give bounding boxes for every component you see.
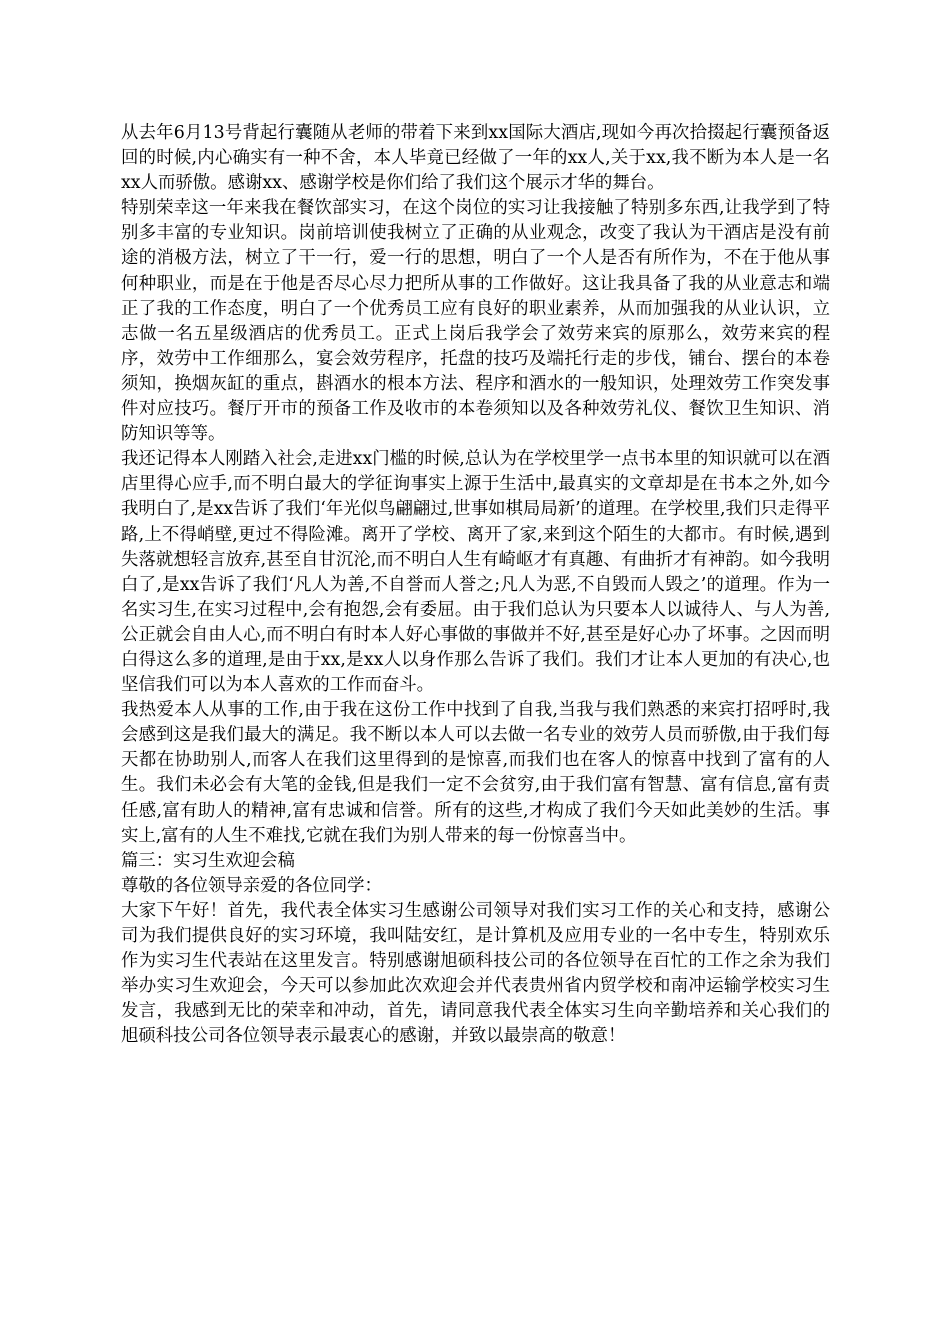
paragraph-entering-society: 我还记得本人刚踏入社会,走进xx门槛的时候,总认为在学校里学一点书本里的知识就可以在酒店里得心应手,而不明白最大的学征询事实上源于生活中,最真实的文章却是在书本之外,如今我明白了,是xx告诉了我们‘年光似鸟翩翩过,世事如棋局局新’的道理。在学校里,我们只走得平路,上不得峭壁,更过不得险滩。离开了学校、离开了家,来到这个陌生的大都市。有时候,遇到失落就想轻言放弃,甚至自甘沉沦,而不明白人生有崎岖才有真趣、有曲折才有神韵。如今我明白了,是xx告诉了我们‘凡人为善,不自誉而人誉之;凡人为恶,不自毁而人毁之’的道理。作为一名实习生,在实习过程中,会有抱怨,会有委屈。由于我们总认为只要本人以诚待人、与人为善,公正就会自由人心,而不明白有时本人好心事做的事做并不好,甚至是好心办了坏事。之因而明白得这么多的道理,是由于xx,是xx人以身作那么告诉了我们。我们才让本人更加的有决心,也坚信我们可以为本人喜欢的工作而奋斗。 bbox=[121, 449, 830, 696]
paragraph-internship-start: 从去年6月13号背起行囊随从老师的带着下来到xx国际大酒店,现如今再次拾掇起行囊预备返回的时候,内心确实有一种不舍，本人毕竟已经做了一年的xx人,关于xx,我不断为本人是一名xx人而骄傲。感谢xx、感谢学校是你们给了我们这个展示才华的舞台。 bbox=[121, 123, 830, 194]
paragraph-restaurant-department: 特别荣幸这一年来我在餐饮部实习，在这个岗位的实习让我接触了特别多东西,让我学到了特别多丰富的专业知识。岗前培训使我树立了正确的从业观念，改变了我认为干酒店是没有前途的消极方法，树立了干一行，爱一行的思想，明白了一个人是否有所作为，不在于他从事何种职业，而是在于他是否尽心尽力把所从事的工作做好。这让我具备了我的从业意志和端正了我的工作态度，明白了一个优秀员工应有良好的职业素养，从而加强我的从业认识，立志做一名五星级酒店的优秀员工。正式上岗后我学会了效劳来宾的原那么，效劳来宾的程序，效劳中工作细那么，宴会效劳程序，托盘的技巧及端托行走的步伐，铺台、摆台的本卷须知，换烟灰缸的重点，斟酒水的根本方法、程序和酒水的一般知识，处理效劳工作突发事件对应技巧。餐厅开市的预备工作及收市的本卷须知以及各种效劳礼仪、餐饮卫生知识、消防知识等等。 bbox=[121, 198, 830, 445]
document-body bbox=[121, 121, 830, 1049]
section-heading: 篇三：实习生欢迎会稿 bbox=[121, 850, 295, 871]
paragraph-welcome-speech: 大家下午好！首先，我代表全体实习生感谢公司领导对我们实习工作的关心和支持，感谢公司为我们提供良好的实习环境，我叫陆安红，是计算机及应用专业的一名中专生，特别欢乐作为实习生代表站在这里发言。特别感谢旭硕科技公司的各位领导在百忙的工作之余为我们举办实习生欢迎会，今天可以参加此次欢迎会并代表贵州省内贸学校和南冲运输学校实习生发言，我感到无比的荣幸和冲动，首先，请同意我代表全体实习生向辛勤培养和关心我们的旭硕科技公司各位领导表示最衷心的感谢，并致以最崇高的敬意！ bbox=[121, 900, 830, 1047]
salutation: 尊敬的各位领导亲爱的各位同学： bbox=[121, 875, 382, 896]
paragraph-love-of-work: 我热爱本人从事的工作,由于我在这份工作中找到了自我,当我与我们熟悉的来宾打招呼时,我会感到这是我们最大的满足。我不断以本人可以去做一名专业的效劳人员而骄傲,由于我们每天都在协助别人,而客人在我们这里得到的是惊喜,而我们也在客人的惊喜中找到了富有的人生。我们未必会有大笔的金钱,但是我们一定不会贫穷,由于我们富有智慧、富有信息,富有责任感,富有助人的精神,富有忠诚和信誉。所有的这些,才构成了我们今天如此美妙的生活。事实上,富有的人生不难找,它就在我们为别人带来的每一份惊喜当中。 bbox=[121, 700, 830, 846]
